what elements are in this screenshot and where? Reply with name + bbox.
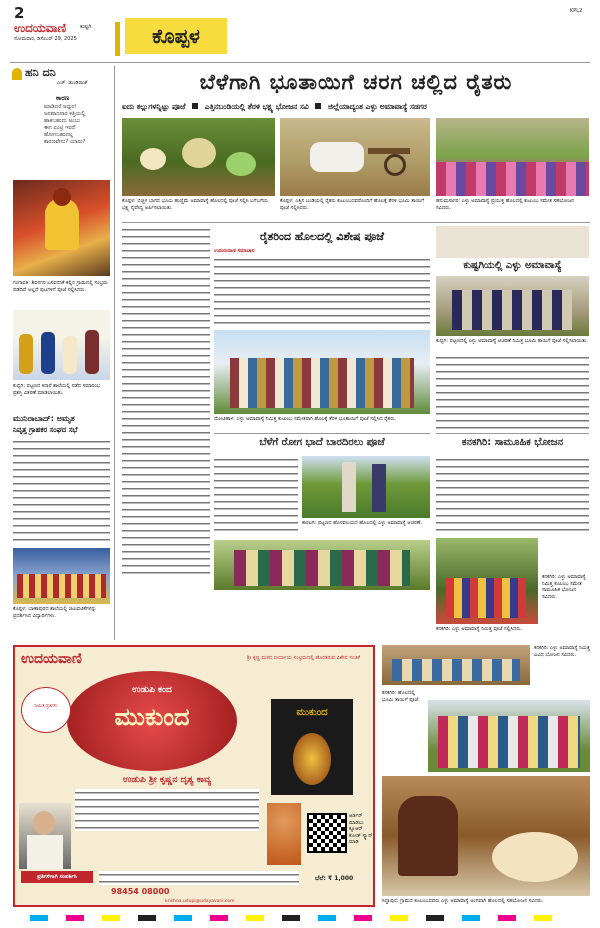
story-headline: ಕನಕಗಿರಿ: ಸಾಮೂಹಿಕ ಭೋಜನ: [461, 437, 564, 448]
section-title: ಕೊಪ್ಪಳ: [125, 18, 227, 54]
harvest-feast-photo: [382, 776, 590, 896]
column-logo: ಹನಿ ದನಿ: [25, 66, 56, 79]
kanakagiri-side-caption: ಕನಕಗಿರಿ: ಎಳ್ಳು ಅಮಾವಾಸ್ಯೆ ನಿಮಿತ್ತ ಕುಟುಂಬ ಸಮೇತ ಸಾಮೂಹಿಕ ಭೋಜನ ಸವಿದರು.: [542, 574, 586, 600]
poem-line: ಮಾಡಿದರೆ ಅಧ್ವರ!: [44, 104, 77, 110]
crop-field-photo: [302, 456, 430, 518]
edition-name: ಕುಷ್ಟಗಿ: [80, 24, 92, 30]
swamiji-photo: [267, 803, 301, 865]
poem-line: ಜನಪಾದನಾರ ಕತ್ತಿಯಲ್ಲಿ: [44, 111, 86, 117]
brief-body-text: [13, 438, 110, 543]
lead-headline: ಬೆಳೆಗಾಗಿ ಭೂತಾಯಿಗೆ ಚರಗ ಚಲ್ಲಿದ ರೈತರು: [199, 70, 513, 94]
lead-subhead: ಜಿಲ್ಲೆಯಾದ್ಯಂತ ಎಳ್ಳು ಅಮಾವಾಸ್ಯೆ ಸಡಗರ: [328, 102, 427, 111]
villagers-photo: [214, 330, 430, 414]
color-registration-bar: [30, 915, 570, 921]
picnic-photo: [436, 118, 589, 196]
idol-caption: ಗಂಗಾವತಿ: ಶಿವನಗರ ಬಸವನನಿಕೆ ಕಲ್ಲಿನ ಗ್ರಾಮದಲ್ಲಿ ಸಂಭ್ರಮ ಪಡೆದಿದೆ ಅಲ್ಲದೆ ಪುಟಗಳಿಗೆ ಪೂಜೆ ಸಲ್ಲಿಸಿದರು.: [13, 280, 108, 293]
crop-caption: ಕಾರಟಗಿ: ಪಟ್ಟಣದ ಹೊರವಲಯದ ಹೊಲದಲ್ಲಿ ಎಳ್ಳು ಅಮಾವಾಸ್ಯೆ ಆಚರಣೆ.: [302, 520, 422, 526]
drop-icon: [12, 68, 22, 80]
column-author: ಎಚ್. ಡುಂಡಿರಾಜ್: [57, 80, 88, 86]
contacts-list: [99, 871, 299, 885]
dateline: ಸೋಮವಾರ, ಡಿಸೆಂಬರ್ 29, 2025: [14, 36, 77, 42]
poem: [44, 104, 114, 146]
lead-subhead: ಐದು ಕಲ್ಲುಗಳನ್ನಿಟ್ಟು ಪೂಜೆ: [122, 102, 186, 111]
paper-name: ಉದಯವಾಣಿ: [14, 21, 67, 35]
lead-subhead: ಎತ್ತಿನಬಂಡಿಯಲ್ಲಿ ತೆರಳಿ ಭಕ್ಷ್ಯ ಭೋಜನ ಸವಿ: [204, 102, 309, 111]
idol-photo: [13, 180, 110, 276]
advertisement[interactable]: [13, 645, 375, 907]
ad-price: ಬೆಲೆ: ₹ 1,000: [315, 875, 354, 882]
lead-body-text: [122, 226, 210, 578]
limited-copies-badge: ಸೀಮಿತ ಪ್ರತಿಗಳು: [21, 687, 71, 733]
story-body-text: [436, 354, 589, 430]
ad-tagline: ಉಡುಪಿ ಶ್ರೀ ಕೃಷ್ಣನ ದೃಶ್ಯ ಕಾವ್ಯ: [123, 775, 211, 785]
side-caption: ಕನಕಗಿರಿ: ಹೊಲದಲ್ಲಿ ಭೂಮಿ ತಾಯಿಗೆ ಪೂಜೆ.: [382, 690, 420, 703]
ad-blurb: ಶ್ರೀ ಕೃಷ್ಣ ಮಠದ ಪರ್ಯಾಯ ಸಂಭ್ರಮದಲ್ಲಿ ಹೊರತರುವ ವಿಶೇಷ ಸಂಚಿಕೆ: [247, 655, 360, 661]
story-body-text: [214, 456, 298, 534]
kanakagiri-photo: [436, 538, 538, 624]
story-body-text: [436, 456, 589, 534]
cart-caption: ಕೊಪ್ಪಳ: ಎತ್ತಿನ ಬಂಡಿಯಲ್ಲಿ ರೈತರು ಕುಟುಂಬದವರೊಂದಿಗೆ ಹೊಲಕ್ಕೆ ತೆರಳಿ ಭೂಮಿ ತಾಯಿಗೆ ಪೂಜೆ ಸಲ್ಲಿಸಿದರು.: [280, 198, 424, 211]
brief-heading: ಮುನಿರಾಬಾದ್: ಅಮೃತ: [13, 414, 75, 423]
page-number: 2: [14, 4, 25, 22]
ad-body-text: [75, 789, 259, 831]
family-meal-photo: [382, 645, 530, 685]
ad-brand: ಉದಯವಾಣಿ: [21, 651, 82, 667]
ellu-photo: [436, 276, 589, 336]
school-caption: ಕೊಪ್ಪಳ: ಬಾಣಾಪುರದ ಶಾಲೆಯಲ್ಲಿ ಚಟುವಟಿಕೆಗಳನ್ನು ಪ್ರದರ್ಶಿಸಿದ ವಿದ್ಯಾರ್ಥಿಗಳು.: [13, 606, 97, 619]
story-headline: ಕುಷ್ಟಗಿಯಲ್ಲಿ ಎಳ್ಳು ಅಮಾವಾಸ್ಯೆ: [463, 260, 562, 271]
side-caption: ಕನಕಗಿರಿ: ಎಳ್ಳು ಅಮಾವಾಸ್ಯೆ ನಿಮಿತ್ತ ವಿವಿಧ ಭೋಜನ ಸವಿದರು.: [534, 645, 590, 658]
villagers-caption: ದೋಟಿಹಾಳ: ಎಳ್ಳು ಅಮಾವಾಸ್ಯೆ ನಿಮಿತ್ತ ಕುಟುಂಬ ಸಮೇತರಾಗಿ ಹೊಲಕ್ಕೆ ತೆರಳಿ ಭೂತಾಯಿಗೆ ಪೂಜೆ ಸಲ್ಲಿಸಿದ ರೈತರು.: [214, 416, 397, 422]
story-headline: ಬೆಳೆಗೆ ರೋಗ ಭಾದೆ ಬಾರದಿರಲು ಪೂಜೆ: [259, 437, 385, 448]
ellu-photo-top: [436, 226, 589, 258]
ad-logo-emblem: [67, 671, 237, 771]
ad-phone: 98454 08000: [111, 887, 170, 896]
ellu-caption: ಕುಷ್ಟಗಿ: ಪಟ್ಟಣದಲ್ಲಿ ಎಳ್ಳು ಅಮಾವಾಸ್ಯೆ ಆಚರಣೆ ನಿಮಿತ್ತ ಭೂಮಿ ತಾಯಿಗೆ ಪೂಜೆ ಸಲ್ಲಿಸಲಾಯಿತು.: [436, 338, 588, 344]
brief-subheading: ನಿವೃತ್ತ ಗ್ರಾಹಕರ ಸಂಘದ ಸಭೆ: [13, 426, 78, 434]
lead-subheads: [122, 100, 590, 114]
poem-line: ಕಾರಣವೇನು? ಯಾರು?: [44, 139, 86, 145]
story-body-text: [214, 256, 430, 326]
ad-portrait: [19, 803, 71, 869]
page-code: KPL2: [570, 8, 583, 14]
ad-email: krishna.udupi@udayavani.com: [165, 899, 235, 904]
poem-line: ಹಾಕಬಹುದು ಅಂಬು: [44, 118, 81, 124]
prayer-photo: [214, 540, 430, 590]
poem-line: ಈಗ ಏಂಟ್ರಿ ಇರದೆ: [44, 125, 76, 131]
story-byline: ಉದಯವಾಣಿ ಸಮಾಚಾರ: [214, 248, 255, 254]
group-photo: [428, 700, 590, 772]
cta-label: ಪ್ರತಿಗಳಿಗಾಗಿ ಸಂಪರ್ಕಿಸಿ: [21, 871, 93, 883]
story-headline: ರೈತರಿಂದ ಹೊಲದಲ್ಲಿ ವಿಶೇಷ ಪೂಜೆ: [259, 230, 385, 243]
offering-photo: [122, 118, 275, 196]
book-cover: [271, 699, 353, 795]
qr-code[interactable]: [307, 813, 347, 853]
ceremony-caption: ಕುಷ್ಟಗಿ: ಪಟ್ಟಣದ ಕಿನಾರೆ ಶಾಲೆಯಲ್ಲಿ ನಡೆದ ಸಮಾರಂಭ ಪ್ರಶಸ್ತಿ ವಿತರಣೆ ಮಾಡಲಾಯಿತು.: [13, 383, 101, 396]
harvest-feast-caption: ಸಿದ್ದಾಪುರ: ಗ್ರಾಮದ ಕುಟುಂಬದವರು ಎಳ್ಳು ಅಮಾವಾಸ್ಯೆ ಅಂಗವಾಗಿ ಹೊಲದಲ್ಲಿ ಸಹಭೋಜನ ಸವಿದರು.: [382, 898, 544, 904]
ceremony-photo: [13, 310, 110, 380]
ad-line1: ಉಡುಪಿ ಕಂದ: [132, 685, 172, 695]
section-divider: [115, 22, 120, 56]
poem-line: ಹೋಗಬಹುದಲ್ಲ: [44, 132, 74, 138]
ad-logo-text: ಮುಕುಂದ: [114, 703, 190, 731]
book-title: ಮುಕುಂದ: [296, 707, 328, 718]
bullock-cart-photo: [280, 118, 430, 196]
poem-title: ಕಾರಣ: [56, 94, 70, 102]
qr-label: ಆರ್ಡರ್ ಮಾಡಲು ಕ್ಯೂಆರ್ ಕೋಡ್ ಸ್ಕ್ಯಾನ್ ಮಾಡಿ: [349, 813, 373, 845]
school-photo: [13, 548, 110, 604]
kanakagiri-caption: ಕನಕಗಿರಿ: ಎಳ್ಳು ಅಮಾವಾಸ್ಯೆ ನಿಮಿತ್ತ ಪೂಜೆ ಸಲ್ಲಿಸಿದರು.: [436, 626, 523, 632]
picnic-caption: ಹನುಮಸಾಗರ: ಎಳ್ಳು ಅಮಾವಾಸ್ಯೆ ಪ್ರಯುಕ್ತ ಹೊಲದಲ್ಲಿ ಕುಟುಂಬ ಸಮೇತ ಸಹಭೋಜನ ಸವಿದರು.: [436, 198, 574, 211]
offering-caption: ಕೊಪ್ಪಳ: ಬಿಚ್ಚಳ ಭಾಗದ ಭೂಮಿ ಹುಣ್ಣಿಮೆ ಅಮಾವಾಸ್ಯೆ ಹೊಲದಲ್ಲಿ ಪೂಜೆ ಸಲ್ಲಿಸಿ ಬಗೆಬಗೆಯ ಭಕ್ಷ್ಯ ನೈವೇದ್ಯ ಅರ್ಪಿಸಲಾಯಿತು.: [122, 198, 268, 211]
hani-dani-column-header: [12, 66, 112, 88]
